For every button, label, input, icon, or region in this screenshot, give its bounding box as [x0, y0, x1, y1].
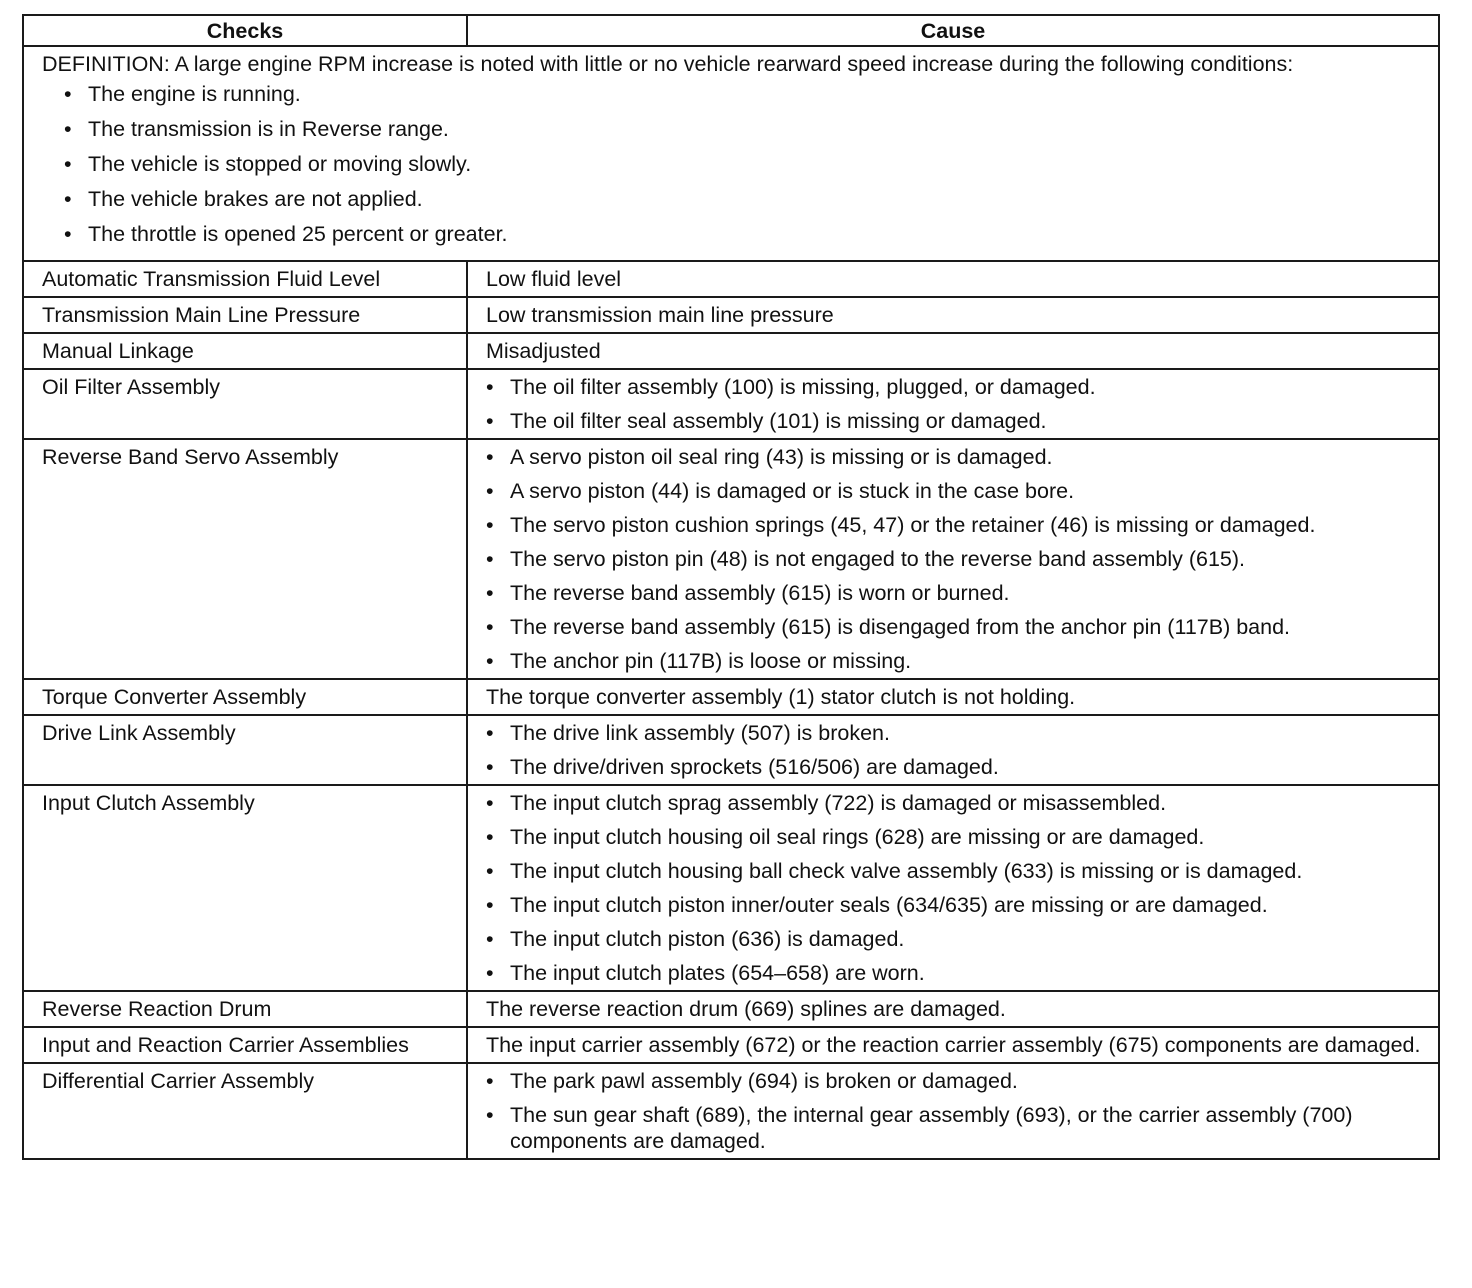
- cause-item: • The reverse band assembly (615) is disengaged from the anchor pin (117B) band.: [486, 614, 1424, 640]
- definition-cell: [23, 46, 1439, 261]
- table-row: [23, 991, 1439, 1027]
- cause-item: • The input clutch sprag assembly (722) is damaged or misassembled.: [486, 790, 1424, 816]
- table-row: [23, 333, 1439, 369]
- table-row: [23, 715, 1439, 785]
- definition-text: DEFINITION: A large engine RPM increase is noted with little or no vehicle rearward speed increase during the following conditions:: [42, 52, 1294, 76]
- condition-item: • The transmission is in Reverse range.: [64, 116, 1424, 142]
- check-cell: Transmission Main Line Pressure: [23, 297, 467, 333]
- cause-item: • The input clutch piston (636) is damaged.: [486, 926, 1424, 952]
- cause-item: • A servo piston (44) is damaged or is stuck in the case bore.: [486, 478, 1424, 504]
- cause-item: • The input clutch housing ball check valve assembly (633) is missing or is damaged.: [486, 858, 1424, 884]
- cause-cell: The torque converter assembly (1) stator clutch is not holding.: [467, 679, 1439, 715]
- cause-cell: The reverse reaction drum (669) splines are damaged.: [467, 991, 1439, 1027]
- diagnostic-table: [22, 14, 1440, 1160]
- cause-cell: [467, 369, 1439, 439]
- cause-cell: [467, 715, 1439, 785]
- cause-cell: [467, 439, 1439, 679]
- check-cell: Drive Link Assembly: [23, 715, 467, 785]
- cause-cell: The input carrier assembly (672) or the reaction carrier assembly (675) components are damaged.: [467, 1027, 1439, 1063]
- cause-cell: [467, 1063, 1439, 1159]
- check-cell: Reverse Band Servo Assembly: [23, 439, 467, 679]
- cause-item: • The input clutch housing oil seal rings (628) are missing or are damaged.: [486, 824, 1424, 850]
- table-row: [23, 1027, 1439, 1063]
- definition-conditions: [42, 81, 1424, 247]
- check-cell: Manual Linkage: [23, 333, 467, 369]
- cause-item: • The input clutch piston inner/outer seals (634/635) are missing or are damaged.: [486, 892, 1424, 918]
- cause-list: [486, 444, 1424, 674]
- table-row: [23, 261, 1439, 297]
- table-row: [23, 1063, 1439, 1159]
- cause-item: • The input clutch plates (654–658) are worn.: [486, 960, 1424, 986]
- cause-list: [486, 720, 1424, 780]
- cause-list: [486, 374, 1424, 434]
- check-cell: Oil Filter Assembly: [23, 369, 467, 439]
- condition-item: • The throttle is opened 25 percent or greater.: [64, 221, 1424, 247]
- cause-item: • The reverse band assembly (615) is worn or burned.: [486, 580, 1424, 606]
- cause-item: • The sun gear shaft (689), the internal gear assembly (693), or the carrier assembly (700) components are damaged.: [486, 1102, 1424, 1154]
- cause-item: • The servo piston cushion springs (45, 47) or the retainer (46) is missing or damaged.: [486, 512, 1424, 538]
- check-cell: Reverse Reaction Drum: [23, 991, 467, 1027]
- cause-item: • The park pawl assembly (694) is broken or damaged.: [486, 1068, 1424, 1094]
- diagnostic-sheet: [22, 14, 1438, 1160]
- table-header-row: [23, 15, 1439, 46]
- check-cell: Input and Reaction Carrier Assemblies: [23, 1027, 467, 1063]
- definition-row: [23, 46, 1439, 261]
- cause-item: • The anchor pin (117B) is loose or missing.: [486, 648, 1424, 674]
- condition-item: • The vehicle is stopped or moving slowly.: [64, 151, 1424, 177]
- cause-item: • The oil filter assembly (100) is missing, plugged, or damaged.: [486, 374, 1424, 400]
- cause-list: [486, 1068, 1424, 1154]
- cause-cell: Misadjusted: [467, 333, 1439, 369]
- cause-item: • The drive/driven sprockets (516/506) are damaged.: [486, 754, 1424, 780]
- condition-item: • The vehicle brakes are not applied.: [64, 186, 1424, 212]
- table-row: [23, 297, 1439, 333]
- cause-item: • The oil filter seal assembly (101) is missing or damaged.: [486, 408, 1424, 434]
- cause-list: [486, 790, 1424, 986]
- cause-item: • The servo piston pin (48) is not engaged to the reverse band assembly (615).: [486, 546, 1424, 572]
- cause-item: • A servo piston oil seal ring (43) is missing or is damaged.: [486, 444, 1424, 470]
- check-cell: Differential Carrier Assembly: [23, 1063, 467, 1159]
- check-cell: Input Clutch Assembly: [23, 785, 467, 991]
- table-row: [23, 369, 1439, 439]
- table-row: [23, 679, 1439, 715]
- checks-header: Checks: [23, 15, 467, 46]
- cause-cell: Low transmission main line pressure: [467, 297, 1439, 333]
- table-row: [23, 439, 1439, 679]
- cause-item: • The drive link assembly (507) is broken.: [486, 720, 1424, 746]
- cause-cell: [467, 785, 1439, 991]
- cause-cell: Low fluid level: [467, 261, 1439, 297]
- check-cell: Torque Converter Assembly: [23, 679, 467, 715]
- table-row: [23, 785, 1439, 991]
- check-cell: Automatic Transmission Fluid Level: [23, 261, 467, 297]
- condition-item: • The engine is running.: [64, 81, 1424, 107]
- cause-header: Cause: [467, 15, 1439, 46]
